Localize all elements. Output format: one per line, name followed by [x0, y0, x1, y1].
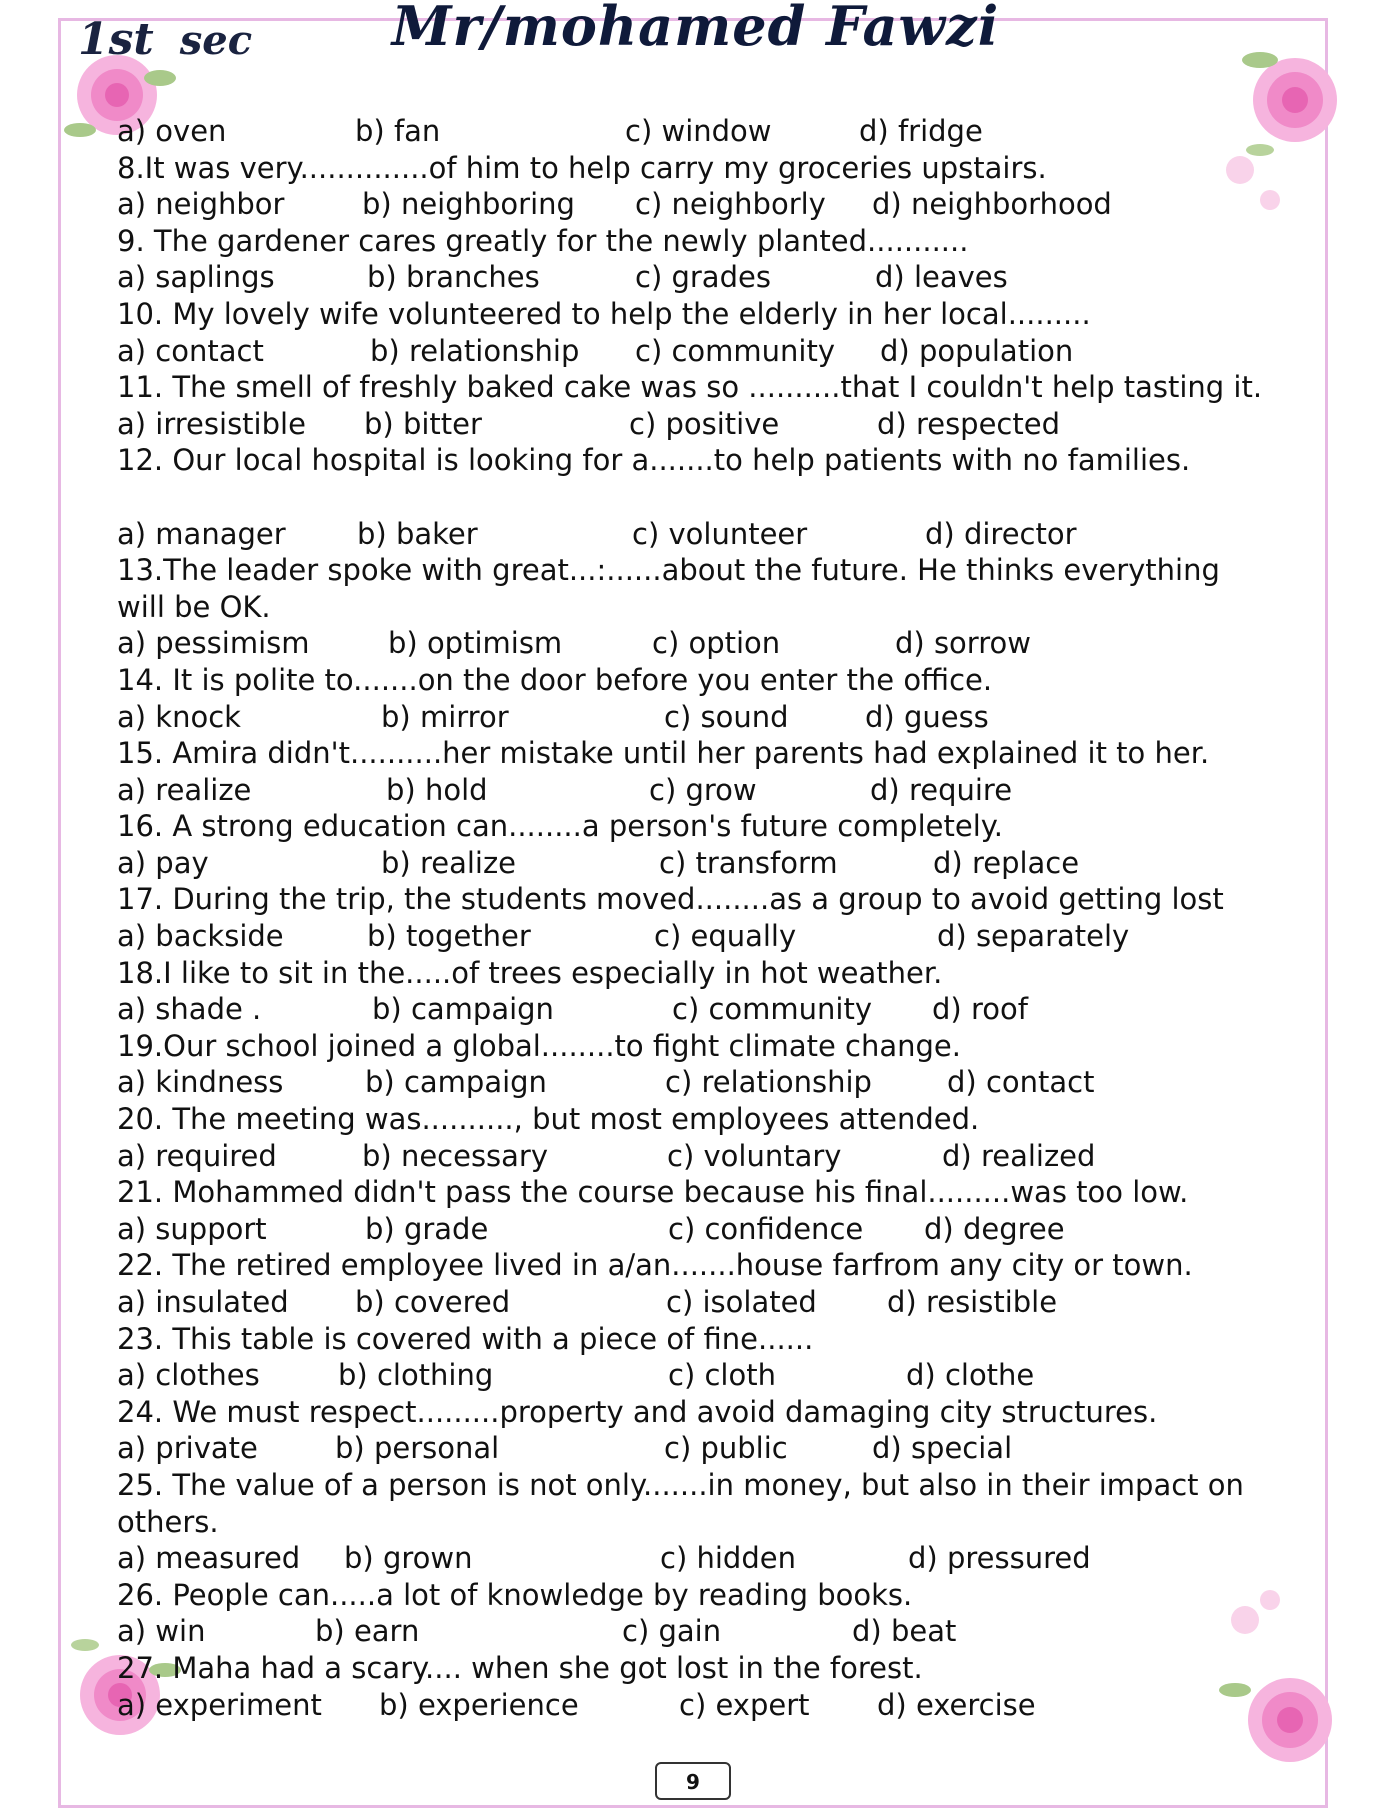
question-list	[117, 113, 1263, 1723]
option-c: c) equally	[654, 919, 797, 954]
question-text: 8.It was very..............of him to help carry my groceries upstairs.	[117, 150, 1047, 185]
option-c: c) window	[625, 114, 772, 148]
option-b: b) mirror	[381, 699, 509, 734]
option-d: d) special	[872, 1431, 1013, 1466]
option-b: b) neighboring	[362, 187, 575, 222]
answer-options	[117, 699, 1247, 736]
teacher-title: Mr/mohamed Fawzi	[391, 0, 1000, 58]
answer-options	[117, 259, 1247, 296]
option-a: a) win	[117, 1614, 206, 1649]
question-text: 17. During the trip, the students moved........as a group to avoid getting lost	[117, 882, 1224, 917]
answer-options	[117, 406, 1247, 443]
answer-options	[117, 1540, 1247, 1577]
option-c: c) volunteer	[632, 516, 808, 551]
option-d: d) contact	[947, 1065, 1095, 1100]
answer-options	[117, 333, 1247, 370]
option-c: c) public	[664, 1431, 788, 1466]
spacer	[117, 479, 1247, 516]
option-a: a) experiment	[117, 1687, 322, 1722]
option-a: a) neighbor	[117, 187, 285, 222]
answer-options	[117, 845, 1247, 882]
option-d: d) fridge	[859, 114, 983, 148]
grade-number: 1st	[78, 14, 154, 65]
option-b: b) branches	[367, 260, 540, 295]
option-a: a) shade .	[117, 992, 262, 1027]
option-c: c) cloth	[668, 1358, 776, 1393]
answer-options	[117, 186, 1247, 223]
option-d: d) population	[880, 333, 1074, 368]
option-b: b) earn	[315, 1614, 420, 1649]
option-a: a) private	[117, 1431, 258, 1466]
option-a: a) insulated	[117, 1285, 289, 1319]
option-c: c) transform	[659, 845, 838, 880]
question-text: 13.The leader spoke with great...:......about the future. He thinks everything will be OK.	[117, 553, 1220, 624]
option-c: c) gain	[622, 1614, 722, 1649]
page-number: 9	[655, 1762, 731, 1800]
option-a: a) clothes	[117, 1358, 260, 1393]
option-a: a) contact	[117, 333, 264, 368]
answer-options	[117, 625, 1247, 662]
answer-options	[117, 1211, 1247, 1248]
option-b: b) hold	[386, 772, 488, 807]
question-text: 16. A strong education can........a person's future completely.	[117, 809, 1004, 844]
grade-sec: sec	[179, 17, 253, 64]
option-d: d) director	[925, 516, 1077, 551]
option-d: d) separately	[937, 919, 1130, 954]
option-d: d) roof	[932, 992, 1028, 1027]
option-d: d) guess	[865, 699, 989, 734]
answer-options	[117, 1357, 1247, 1394]
option-c: c) neighborly	[635, 187, 826, 222]
option-c: c) community	[672, 992, 873, 1027]
option-b: b) bitter	[364, 406, 482, 441]
question-text: 15. Amira didn't..........her mistake until her parents had explained it to her.	[117, 736, 1210, 771]
grade-label	[78, 14, 252, 65]
option-b: b) grown	[344, 1541, 473, 1576]
option-c: c) isolated	[666, 1285, 817, 1319]
question-text: 22. The retired employee lived in a/an.......house farfrom any city or town.	[117, 1248, 1193, 1283]
option-c: c) positive	[629, 406, 780, 441]
option-b: b) optimism	[388, 626, 563, 661]
answer-options	[117, 1064, 1247, 1101]
option-b: b) necessary	[362, 1138, 549, 1173]
option-b: b) realize	[381, 845, 517, 880]
option-a: a) saplings	[117, 260, 275, 295]
option-a: a) support	[117, 1211, 267, 1246]
option-d: d) clothe	[906, 1358, 1035, 1393]
question-text: 25. The value of a person is not only.......in money, but also in their impact on others.	[117, 1467, 1244, 1539]
option-d: d) beat	[852, 1614, 957, 1649]
option-c: c) expert	[679, 1687, 810, 1722]
option-a: a) required	[117, 1138, 277, 1173]
option-b: b) together	[367, 919, 531, 954]
option-b: b) baker	[357, 516, 478, 551]
question-text: 26. People can.....a lot of knowledge by reading books.	[117, 1577, 913, 1612]
answer-options	[117, 1138, 1247, 1175]
option-b: b) campaign	[372, 992, 554, 1027]
option-a: a) oven	[117, 114, 227, 148]
option-d: d) exercise	[877, 1687, 1036, 1722]
question-text: 18.I like to sit in the.....of trees especially in hot weather.	[117, 955, 943, 990]
option-a: a) measured	[117, 1541, 301, 1576]
answer-options	[117, 1284, 1247, 1321]
option-d: d) sorrow	[895, 626, 1031, 661]
question-text: 10. My lovely wife volunteered to help the elderly in her local.........	[117, 296, 1091, 331]
question-text: 27. Maha had a scary.... when she got lost in the forest.	[117, 1650, 923, 1685]
answer-options	[117, 772, 1247, 809]
answer-options	[117, 918, 1247, 955]
option-a: a) manager	[117, 516, 286, 551]
option-b: b) campaign	[365, 1065, 547, 1100]
option-d: d) require	[870, 772, 1013, 807]
option-a: a) pessimism	[117, 626, 310, 661]
option-b: b) personal	[335, 1431, 500, 1466]
option-b: b) clothing	[338, 1358, 494, 1393]
answer-options	[117, 991, 1247, 1028]
option-c: c) voluntary	[667, 1138, 842, 1173]
option-a: a) pay	[117, 845, 209, 880]
option-a: a) kindness	[117, 1065, 284, 1100]
answer-options	[117, 516, 1247, 553]
option-d: d) replace	[933, 845, 1080, 880]
option-b: b) grade	[365, 1211, 489, 1246]
option-d: d) degree	[924, 1211, 1065, 1246]
option-a: a) knock	[117, 699, 241, 734]
option-c: c) option	[652, 626, 781, 661]
option-b: b) relationship	[370, 333, 580, 368]
option-b: b) covered	[355, 1285, 511, 1319]
question-text: 19.Our school joined a global........to fight climate change.	[117, 1028, 961, 1063]
option-c: c) confidence	[668, 1211, 864, 1246]
option-d: d) respected	[877, 406, 1060, 441]
option-d: d) resistible	[887, 1285, 1058, 1319]
option-b: b) fan	[355, 114, 441, 148]
question-text: 12. Our local hospital is looking for a.......to help patients with no families.	[117, 443, 1191, 478]
answer-options	[117, 1430, 1247, 1467]
answer-options	[117, 113, 1247, 150]
question-text: 21. Mohammed didn't pass the course because his final.........was too low.	[117, 1175, 1189, 1210]
option-c: c) grow	[649, 772, 757, 807]
option-c: c) sound	[664, 699, 789, 734]
option-c: c) community	[635, 333, 836, 368]
option-c: c) hidden	[660, 1541, 796, 1576]
option-a: a) irresistible	[117, 406, 306, 441]
option-d: d) neighborhood	[872, 187, 1112, 222]
answer-options	[117, 1687, 1247, 1724]
question-text: 14. It is polite to.......on the door before you enter the office.	[117, 662, 993, 697]
option-c: c) grades	[635, 260, 771, 295]
question-text: 9. The gardener cares greatly for the newly planted...........	[117, 223, 969, 258]
option-a: a) realize	[117, 772, 252, 807]
option-d: d) pressured	[908, 1541, 1091, 1576]
option-c: c) relationship	[665, 1065, 872, 1100]
option-d: d) leaves	[875, 260, 1008, 295]
question-text: 24. We must respect.........property and avoid damaging city structures.	[117, 1394, 1158, 1429]
option-d: d) realized	[942, 1138, 1096, 1173]
option-b: b) experience	[379, 1687, 579, 1722]
answer-options	[117, 1613, 1247, 1650]
question-text: 11. The smell of freshly baked cake was so ..........that I couldn't help tasting it.	[117, 370, 1263, 405]
option-a: a) backside	[117, 919, 284, 954]
question-text: 20. The meeting was.........., but most employees attended.	[117, 1102, 980, 1137]
question-text: 23. This table is covered with a piece of fine......	[117, 1321, 814, 1356]
